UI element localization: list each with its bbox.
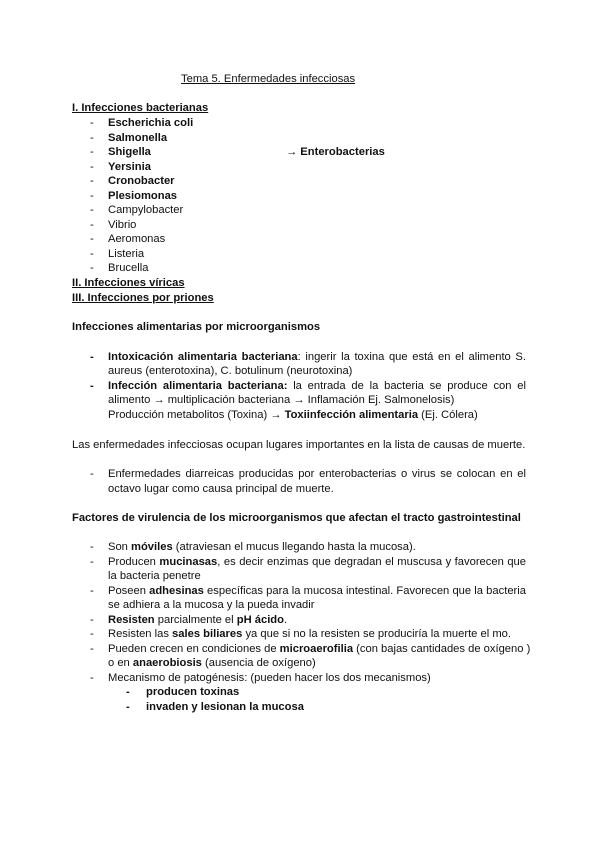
- intoxicacion-line2: aureus (enterotoxina), C. botulinum (neurotoxina): [108, 365, 353, 377]
- causas-muerte-paragraph: Las enfermedades infecciosas ocupan lugares importantes en la lista de causas de muerte.: [72, 439, 526, 451]
- micro-line2-pre: o en: [108, 657, 133, 669]
- mucinasas-post: , es decir enzimas que degradan el muscusa y favorecen que: [217, 556, 526, 568]
- intoxicacion-line1: [108, 351, 526, 363]
- list-item: Salmonella: [108, 132, 168, 144]
- sub-bullet: -: [126, 686, 130, 698]
- arrow-icon: →: [293, 394, 305, 406]
- infeccion-multiplicacion: multiplicación bacteriana: [167, 394, 291, 406]
- list-item: Brucella: [108, 262, 149, 274]
- list-bullet: -: [90, 585, 94, 597]
- list-bullet: -: [90, 233, 94, 245]
- list-bullet: -: [90, 643, 94, 655]
- infeccion-line2: [108, 394, 454, 406]
- section-heading-viricas: II. Infecciones víricas: [72, 277, 185, 289]
- micro-line2: [108, 657, 316, 669]
- ph-post: .: [283, 614, 288, 626]
- sales-term: sales biliares: [172, 628, 243, 640]
- mucinasas-line1: [108, 556, 526, 568]
- list-item: Yersinia: [108, 161, 151, 173]
- micro-line2-post: (ausencia de oxígeno): [201, 657, 316, 669]
- sales-post: ya que si no la resisten se produciría la muerte el mo.: [242, 628, 511, 640]
- mucinasas-term: mucinasas: [159, 556, 218, 568]
- adhesinas-line1: [108, 585, 526, 597]
- ph-item: [108, 614, 287, 626]
- page-title: Tema 5. Enfermedades infecciosas: [181, 73, 356, 85]
- list-bullet: -: [90, 556, 94, 568]
- list-bullet: -: [90, 132, 94, 144]
- moviles-post: (atraviesan el mucus llegando hasta la mucosa).: [172, 541, 416, 553]
- infeccion-line3: [108, 409, 478, 421]
- anaerobiosis-term: anaerobiosis: [132, 657, 202, 669]
- list-item: Escherichia coli: [108, 117, 194, 129]
- list-item: Vibrio: [108, 219, 137, 231]
- list-bullet: -: [90, 262, 94, 274]
- list-item: Cronobacter: [108, 175, 175, 187]
- mucinasas-line2: la bacteria penetre: [108, 570, 201, 582]
- adhesinas-term: adhesinas: [149, 585, 204, 597]
- arrow-icon: →: [286, 146, 298, 158]
- list-item: Plesiomonas: [108, 190, 178, 202]
- infeccion-inflamacion: Inflamación Ej. Salmonelosis): [307, 394, 455, 406]
- list-item: Campylobacter: [108, 204, 184, 216]
- list-item: Aeromonas: [108, 233, 166, 245]
- infeccion-produccion: Producción metabolitos (Toxina): [108, 409, 268, 421]
- mecanismo-item: Mecanismo de patogénesis: (pueden hacer los dos mecanismos): [108, 672, 431, 684]
- infeccion-term: Infección alimentaria bacteriana:: [108, 380, 288, 392]
- adhesinas-line2: se adhiera a la mucosa y la pueda invadir: [108, 599, 315, 611]
- arrow-icon: →: [270, 409, 282, 421]
- micro-pre: Pueden crecen en condiciones de: [108, 643, 280, 655]
- ph-resisten: Resisten: [108, 614, 155, 626]
- moviles-term: móviles: [131, 541, 173, 553]
- sales-item: [108, 628, 511, 640]
- list-bullet: -: [90, 190, 94, 202]
- intoxicacion-text: : ingerir la toxina que está en el alimento S.: [297, 351, 526, 363]
- ph-pre: parcialmente el: [154, 614, 237, 626]
- microaerofilia-term: microaerofilia: [279, 643, 354, 655]
- list-bullet: -: [90, 146, 94, 158]
- infeccion-line1: [108, 380, 526, 392]
- list-bullet: -: [90, 161, 94, 173]
- list-bullet: -: [90, 248, 94, 260]
- list-bullet: -: [90, 541, 94, 553]
- diarrea-line1: Enfermedades diarreicas producidas por enterobacterias o virus se colocan en el: [108, 468, 526, 480]
- adhesinas-post: específicas para la mucosa intestinal. Favorecen que la bacteria: [203, 585, 526, 597]
- arrow-icon: →: [153, 394, 165, 406]
- diarrea-line2: octavo lugar como causa principal de muerte.: [108, 483, 334, 495]
- sub-item-toxinas: producen toxinas: [146, 686, 240, 698]
- list-bullet: -: [90, 468, 94, 480]
- list-bullet: -: [90, 117, 94, 129]
- list-bullet: -: [90, 672, 94, 684]
- moviles-pre: Son: [108, 541, 132, 553]
- list-bullet: -: [90, 628, 94, 640]
- list-bullet: -: [90, 380, 94, 392]
- list-item: Listeria: [108, 248, 145, 260]
- enterobacterias-note: [286, 146, 385, 158]
- sub-bullet: -: [126, 701, 130, 713]
- infeccion-text: la entrada de la bacteria se produce con el: [287, 380, 526, 392]
- alimentarias-heading: Infecciones alimentarias por microorganismos: [72, 321, 321, 333]
- list-item: Shigella: [108, 146, 151, 158]
- list-bullet: -: [90, 351, 94, 363]
- mucinasas-pre: Producen: [108, 556, 160, 568]
- moviles-item: [108, 541, 416, 553]
- enterobacterias-label: Enterobacterias: [300, 146, 385, 158]
- list-bullet: -: [90, 204, 94, 216]
- micro-post: (con bajas cantidades de oxígeno ): [353, 643, 531, 655]
- sales-pre: Resisten las: [108, 628, 173, 640]
- toxiinfeccion-term: Toxiinfección alimentaria: [284, 409, 419, 421]
- list-bullet: -: [90, 175, 94, 187]
- infeccion-alimento: alimento: [108, 394, 151, 406]
- sub-item-invaden: invaden y lesionan la mucosa: [146, 701, 304, 713]
- micro-line1: [108, 643, 530, 655]
- section-heading-bacterianas: I. Infecciones bacterianas: [72, 102, 209, 114]
- intoxicacion-term: Intoxicación alimentaria bacteriana: [108, 351, 298, 363]
- list-bullet: -: [90, 219, 94, 231]
- virulencia-heading: Factores de virulencia de los microorganismos que afectan el tracto gastrointestinal: [72, 512, 521, 524]
- infeccion-colera: (Ej. Cólera): [418, 409, 478, 421]
- section-heading-priones: III. Infecciones por priones: [72, 292, 214, 304]
- ph-term: pH ácido: [236, 614, 284, 626]
- adhesinas-pre: Poseen: [108, 585, 150, 597]
- list-bullet: -: [90, 614, 94, 626]
